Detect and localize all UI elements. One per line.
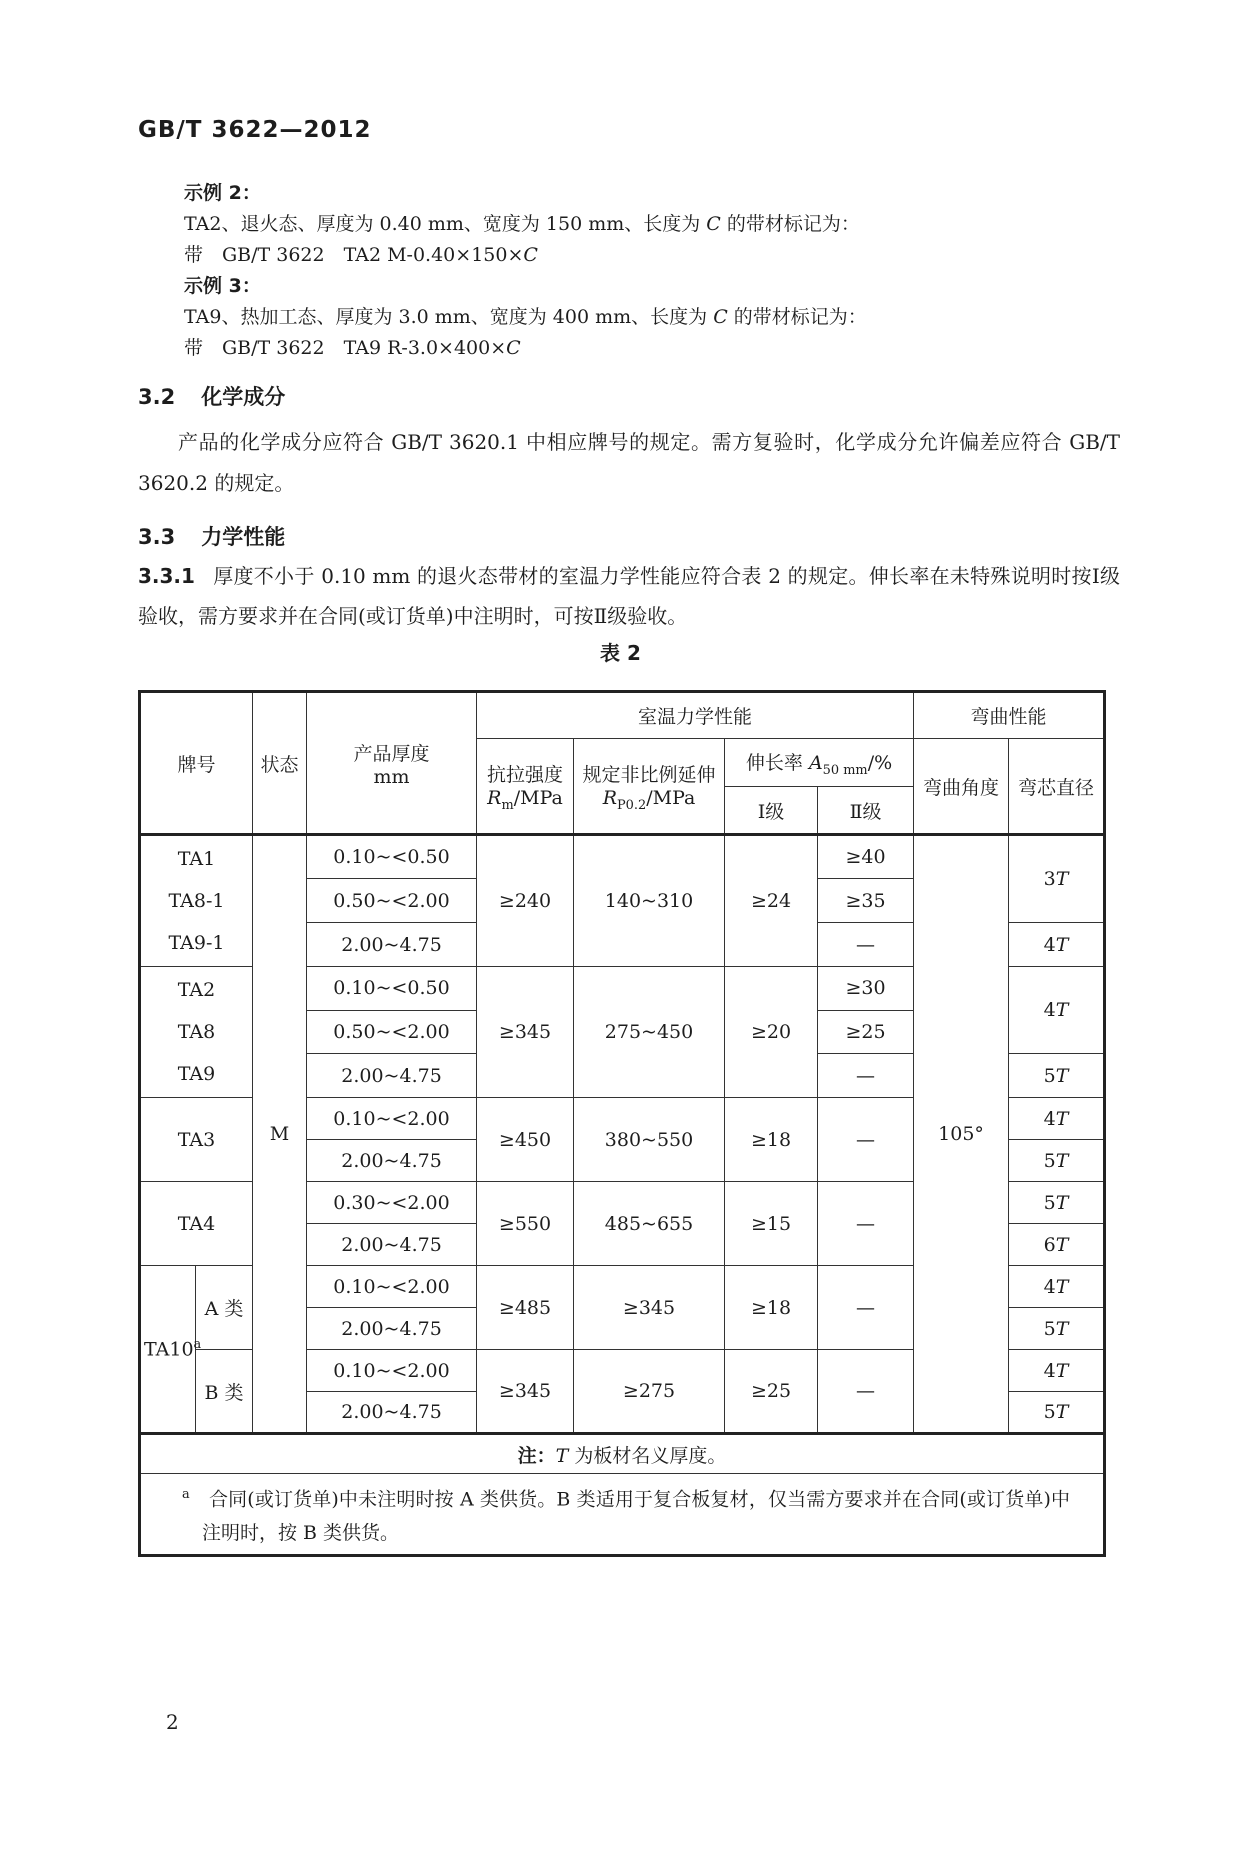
table-2-title: 表 2 — [600, 641, 641, 665]
col-header-state: 状态 — [253, 692, 307, 835]
example-2-description: TA2、退火态、厚度为 0.40 mm、宽度为 150 mm、长度为 C 的带材标记为： — [184, 213, 860, 235]
col-group-bend-properties: 弯曲性能 — [914, 692, 1105, 739]
cell-elongation-II: — — [818, 1182, 914, 1266]
table-footnote-a-text: $^a$ 合同(或订货单)中未注明时按 A 类供货。B 类适用于复合板复材，仅当需方要求并在合同(或订货单)中注明时，按 B 类供货。 — [182, 1486, 1071, 1545]
cell-proof: 140~310 — [574, 835, 725, 967]
cell-tensile: ≥550 — [477, 1182, 574, 1266]
cell-bend-diameter: 4T — [1009, 1350, 1105, 1392]
cell-bend-diameter: 5T — [1009, 1182, 1105, 1224]
cell-grades-group3: TA3 — [140, 1098, 253, 1182]
col-header-elongation: 伸长率 $A_{50 mm}/\%$ — [725, 739, 914, 787]
cell-thickness: 2.00~4.75 — [307, 923, 477, 967]
cell-elongation-I: ≥24 — [725, 835, 818, 967]
cell-bend-diameter: 5T — [1009, 1140, 1105, 1182]
section-3-3-number: 3.3 — [138, 525, 176, 549]
cell-bend-diameter: 4T — [1009, 967, 1105, 1054]
cell-bend-diameter: 4T — [1009, 1098, 1105, 1140]
cell-thickness: 0.10~<0.50 — [307, 967, 477, 1011]
example-2-label: 示例 2： — [184, 182, 261, 204]
example-3-description: TA9、热加工态、厚度为 3.0 mm、宽度为 400 mm、长度为 C 的带材标记为： — [184, 306, 867, 328]
cell-class-b: B 类 — [196, 1350, 253, 1434]
col-header-thickness: 产品厚度 mm — [307, 692, 477, 835]
cell-bend-diameter: 4T — [1009, 923, 1105, 967]
cell-bend-diameter: 3T — [1009, 835, 1105, 923]
table-footnote-a — [140, 1474, 1105, 1556]
cell-thickness: 0.50~<2.00 — [307, 879, 477, 923]
col-header-tensile-strength: 抗拉强度 $R_m$/MPa — [477, 739, 574, 835]
cell-proof: ≥275 — [574, 1350, 725, 1434]
cell-bend-diameter: 6T — [1009, 1224, 1105, 1266]
table-2 — [138, 690, 1106, 1557]
cell-thickness: 0.50~<2.00 — [307, 1010, 477, 1054]
cell-tensile: ≥485 — [477, 1266, 574, 1350]
cell-thickness: 2.00~4.75 — [307, 1140, 477, 1182]
table-note: 注：T 为板材名义厚度。 — [140, 1434, 1105, 1474]
example-3-label: 示例 3： — [184, 275, 261, 297]
cell-proof: ≥345 — [574, 1266, 725, 1350]
cell-proof: 380~550 — [574, 1098, 725, 1182]
cell-tensile: ≥345 — [477, 967, 574, 1098]
col-header-proof-strength: 规定非比例延伸 $R_{P0.2}$/MPa — [574, 739, 725, 835]
cell-tensile: ≥450 — [477, 1098, 574, 1182]
section-3-2-paragraph: 产品的化学成分应符合 GB/T 3620.1 中相应牌号的规定。需方复验时，化学成分允许偏差应符合 GB/T 3620.2 的规定。 — [138, 430, 1120, 495]
page-number: 2 — [166, 1710, 179, 1734]
cell-elongation-II: ≥25 — [818, 1010, 914, 1054]
cell-bend-diameter: 5T — [1009, 1054, 1105, 1098]
cell-thickness: 0.10~<2.00 — [307, 1266, 477, 1308]
cell-bend-diameter: 4T — [1009, 1266, 1105, 1308]
section-3-3-title: 力学性能 — [201, 525, 286, 549]
section-3-3-heading — [138, 524, 1240, 550]
col-header-grade: 牌号 — [140, 692, 253, 835]
cell-bend-diameter: 5T — [1009, 1392, 1105, 1434]
section-3-2-title: 化学成分 — [201, 385, 286, 409]
col-header-bend-diameter: 弯芯直径 — [1009, 739, 1105, 835]
cell-thickness: 0.10~<0.50 — [307, 835, 477, 879]
cell-proof: 485~655 — [574, 1182, 725, 1266]
cell-thickness: 2.00~4.75 — [307, 1392, 477, 1434]
cell-elongation-II: — — [818, 1098, 914, 1182]
section-3-2-number: 3.2 — [138, 385, 176, 409]
cell-grades-group1: TA1 TA8-1 TA9-1 — [140, 835, 253, 967]
cell-grades-group-ta10: TA10$^a$ — [140, 1266, 196, 1434]
clause-3-3-1-text: 厚度不小于 0.10 mm 的退火态带材的室温力学性能应符合表 2 的规定。伸长率在未特殊说明时按Ⅰ级验收，需方要求并在合同(或订货单)中注明时，可按Ⅱ级验收。 — [138, 564, 1120, 628]
examples-block — [184, 178, 1124, 364]
cell-tensile: ≥240 — [477, 835, 574, 967]
example-3-designation: 带 GB/T 3622 TA9 R-3.0×400×C — [184, 337, 521, 359]
cell-elongation-I: ≥25 — [725, 1350, 818, 1434]
cell-proof: 275~450 — [574, 967, 725, 1098]
cell-thickness: 0.10~<2.00 — [307, 1098, 477, 1140]
cell-elongation-II: — — [818, 1054, 914, 1098]
cell-elongation-I: ≥15 — [725, 1182, 818, 1266]
col-group-room-temp-properties: 室温力学性能 — [477, 692, 914, 739]
cell-elongation-I: ≥18 — [725, 1098, 818, 1182]
section-3-2-heading — [138, 384, 1240, 410]
cell-elongation-II: ≥40 — [818, 835, 914, 879]
cell-state: M — [253, 835, 307, 1434]
cell-bend-diameter: 5T — [1009, 1308, 1105, 1350]
col-header-grade-I: Ⅰ级 — [725, 787, 818, 835]
cell-grades-group4: TA4 — [140, 1182, 253, 1266]
cell-tensile: ≥345 — [477, 1350, 574, 1434]
cell-elongation-II: ≥35 — [818, 879, 914, 923]
cell-elongation-I: ≥20 — [725, 967, 818, 1098]
cell-elongation-II: — — [818, 1350, 914, 1434]
clause-3-3-1-paragraph — [138, 556, 1120, 636]
cell-thickness: 0.30~<2.00 — [307, 1182, 477, 1224]
cell-thickness: 2.00~4.75 — [307, 1224, 477, 1266]
cell-thickness: 2.00~4.75 — [307, 1054, 477, 1098]
cell-class-a: A 类 — [196, 1266, 253, 1350]
doc-number: GB/T 3622—2012 — [138, 117, 372, 143]
col-header-grade-II: Ⅱ级 — [818, 787, 914, 835]
cell-thickness: 2.00~4.75 — [307, 1308, 477, 1350]
cell-elongation-II: — — [818, 923, 914, 967]
cell-elongation-I: ≥18 — [725, 1266, 818, 1350]
example-2-designation: 带 GB/T 3622 TA2 M-0.40×150×C — [184, 244, 538, 266]
document-page — [0, 116, 1240, 1870]
cell-thickness: 0.10~<2.00 — [307, 1350, 477, 1392]
clause-3-3-1-number: 3.3.1 — [138, 564, 195, 588]
cell-grades-group2: TA2 TA8 TA9 — [140, 967, 253, 1098]
cell-elongation-II: ≥30 — [818, 967, 914, 1011]
cell-bend-angle: 105° — [914, 835, 1009, 1434]
cell-elongation-II: — — [818, 1266, 914, 1350]
col-header-bend-angle: 弯曲角度 — [914, 739, 1009, 835]
